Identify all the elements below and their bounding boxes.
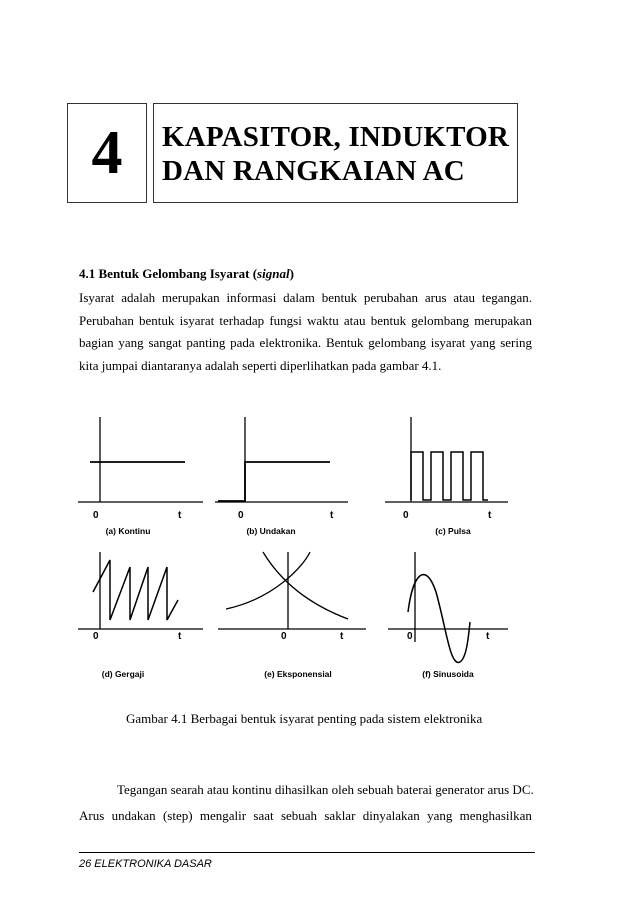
time-label: t <box>178 510 182 521</box>
figure-4-1 <box>78 412 518 692</box>
time-label: t <box>488 510 492 521</box>
word: undakan <box>111 808 156 823</box>
word: yang <box>470 335 496 350</box>
waveform-figure <box>78 412 518 692</box>
word: Bentuk <box>325 335 364 350</box>
panel-label-sawtooth: (d) Gergaji <box>101 669 145 679</box>
panel-label-pulse: (c) Pulsa <box>435 526 471 536</box>
word: bagian <box>79 335 114 350</box>
footer-rule <box>79 852 535 853</box>
exponential-decay-curve <box>263 552 348 619</box>
time-label: t <box>178 631 182 642</box>
word: atau <box>343 312 366 328</box>
word: Perubahan <box>79 312 134 328</box>
section-heading-italic: signal <box>257 266 290 281</box>
paragraph-line <box>79 777 532 803</box>
chapter-title <box>162 120 509 188</box>
word: saat <box>253 808 274 823</box>
word: mengalir <box>199 808 247 823</box>
word: kita jumpai diantaranya adalah seperti diperlihatkan pada gambar 4.1. <box>79 357 442 373</box>
paragraph-line <box>79 803 532 829</box>
chapter-number-box <box>67 103 147 203</box>
word: panting <box>186 335 226 350</box>
pulse-signal-line <box>411 452 488 500</box>
word: bentuk <box>139 312 175 328</box>
step-signal-line <box>218 462 330 501</box>
word: merupakan <box>161 290 220 305</box>
time-label: t <box>486 631 490 642</box>
origin-label: 0 <box>93 631 99 642</box>
sawtooth-signal-line <box>93 560 178 620</box>
panel-label-continuous: (a) Kontinu <box>105 526 151 536</box>
word: pada <box>230 335 255 350</box>
chapter-title-box <box>153 103 518 203</box>
panel-sinusoid <box>388 552 508 662</box>
paragraph-2 <box>79 777 532 829</box>
word: saklar <box>324 808 356 823</box>
word: sebuah <box>280 808 318 823</box>
paragraph-1 <box>79 287 532 377</box>
word: waktu <box>306 312 339 328</box>
word: yang <box>427 808 453 823</box>
chapter-title-line: KAPASITOR, INDUKTOR <box>162 121 510 153</box>
word: isyarat <box>430 335 466 350</box>
section-heading <box>79 266 294 282</box>
paragraph-line <box>79 355 532 378</box>
section-heading-prefix: 4.1 Bentuk Gelombang Isyarat ( <box>79 266 258 281</box>
origin-label: 0 <box>403 510 409 521</box>
word: sering <box>500 335 532 350</box>
word: tegangan. <box>481 290 532 305</box>
word: Tegangan searah atau kontinu dihasilkan oleh sebuah baterai generator arus DC. <box>117 782 534 797</box>
paragraph-line <box>79 287 532 310</box>
origin-label: 0 <box>407 631 413 642</box>
panel-continuous <box>78 417 203 502</box>
word: isyarat <box>179 312 215 328</box>
word: bentuk <box>370 312 407 328</box>
word: (step) <box>162 808 193 823</box>
time-label: t <box>330 510 334 521</box>
origin-label: 0 <box>93 510 99 521</box>
paragraph-line <box>79 332 532 355</box>
word: arus <box>424 290 447 305</box>
word: gelombang <box>368 335 427 350</box>
time-label: t <box>340 631 344 642</box>
panel-label-exponential: (e) Eksponensial <box>264 669 332 679</box>
word: sangat <box>148 335 182 350</box>
word: terhadap <box>219 312 265 328</box>
panel-pulse <box>385 417 508 502</box>
word: atau <box>453 290 476 305</box>
word: perubahan <box>363 290 419 305</box>
word: fungsi <box>269 312 302 328</box>
word: yang <box>118 335 144 350</box>
panel-sawtooth <box>78 552 203 629</box>
word: gelombang <box>411 312 470 328</box>
section-heading-suffix: ) <box>289 266 294 281</box>
word: elektronika. <box>259 335 322 350</box>
word: dalam <box>283 290 315 305</box>
sinusoid-signal-line <box>408 575 470 663</box>
page-footer: 26 ELEKTRONIKA DASAR <box>79 858 212 870</box>
panel-label-step: (b) Undakan <box>246 526 296 536</box>
word: menghasilkan <box>459 808 532 823</box>
paragraph-line <box>79 310 532 333</box>
origin-label: 0 <box>281 631 287 642</box>
word: Arus <box>79 808 105 823</box>
figure-caption: Gambar 4.1 Berbagai bentuk isyarat penting pada sistem elektronika <box>126 711 483 726</box>
chapter-number: 4 <box>91 119 123 187</box>
panel-exponential <box>218 552 366 629</box>
word: merupakan <box>474 312 532 328</box>
panel-step <box>215 417 348 502</box>
origin-label: 0 <box>238 510 244 521</box>
word: informasi <box>226 290 277 305</box>
word: Isyarat <box>79 290 115 305</box>
word: dinyalakan <box>362 808 420 823</box>
word: adalah <box>121 290 156 305</box>
word: bentuk <box>321 290 358 305</box>
chapter-title-line: DAN RANGKAIAN AC <box>162 155 465 187</box>
panel-label-sinusoid: (f) Sinusoida <box>422 669 474 679</box>
